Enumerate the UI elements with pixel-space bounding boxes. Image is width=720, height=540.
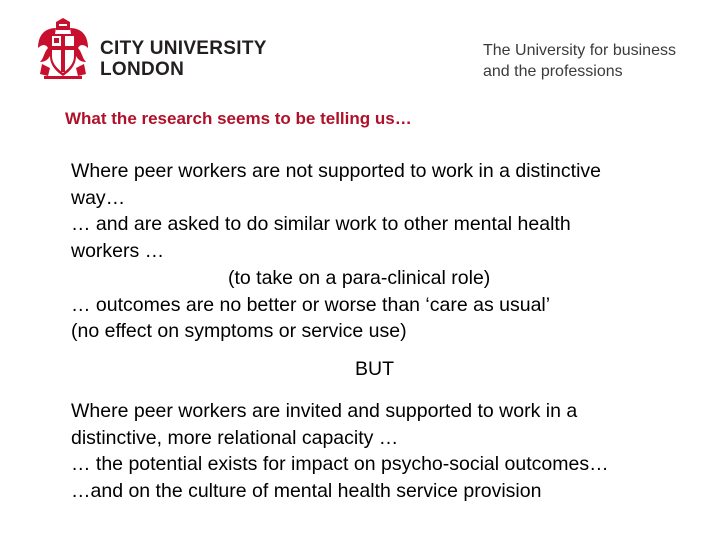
university-crest-logo	[36, 18, 90, 80]
university-name-line1: CITY UNIVERSITY	[100, 38, 267, 59]
findings-line: (no effect on symptoms or service use)	[71, 320, 407, 343]
findings-line: …and on the culture of mental health service provision	[71, 480, 542, 503]
findings-line: … the potential exists for impact on psycho-social outcomes…	[71, 453, 609, 476]
university-name-line2: LONDON	[100, 59, 185, 80]
findings-line: way…	[71, 186, 126, 209]
findings-block-unsupported	[71, 158, 691, 345]
university-name	[100, 38, 267, 80]
findings-line: Where peer workers are not supported to work in a distinctive	[71, 160, 601, 182]
findings-line: … and are asked to do similar work to other mental health	[71, 213, 571, 236]
but-connector: BUT	[355, 358, 394, 380]
findings-line: distinctive, more relational capacity …	[71, 426, 399, 449]
tagline-line1: The University for business	[483, 42, 676, 59]
tagline-line2: and the professions	[483, 63, 623, 80]
findings-line: workers …	[71, 240, 165, 263]
slide-heading: What the research seems to be telling us…	[65, 109, 412, 128]
findings-line-indented: (to take on a para-clinical role)	[228, 266, 491, 289]
findings-line: Where peer workers are invited and supported to work in a	[71, 400, 578, 422]
university-tagline	[483, 40, 676, 82]
findings-line: … outcomes are no better or worse than ‘care as usual’	[71, 293, 551, 316]
findings-block-supported	[71, 398, 691, 505]
